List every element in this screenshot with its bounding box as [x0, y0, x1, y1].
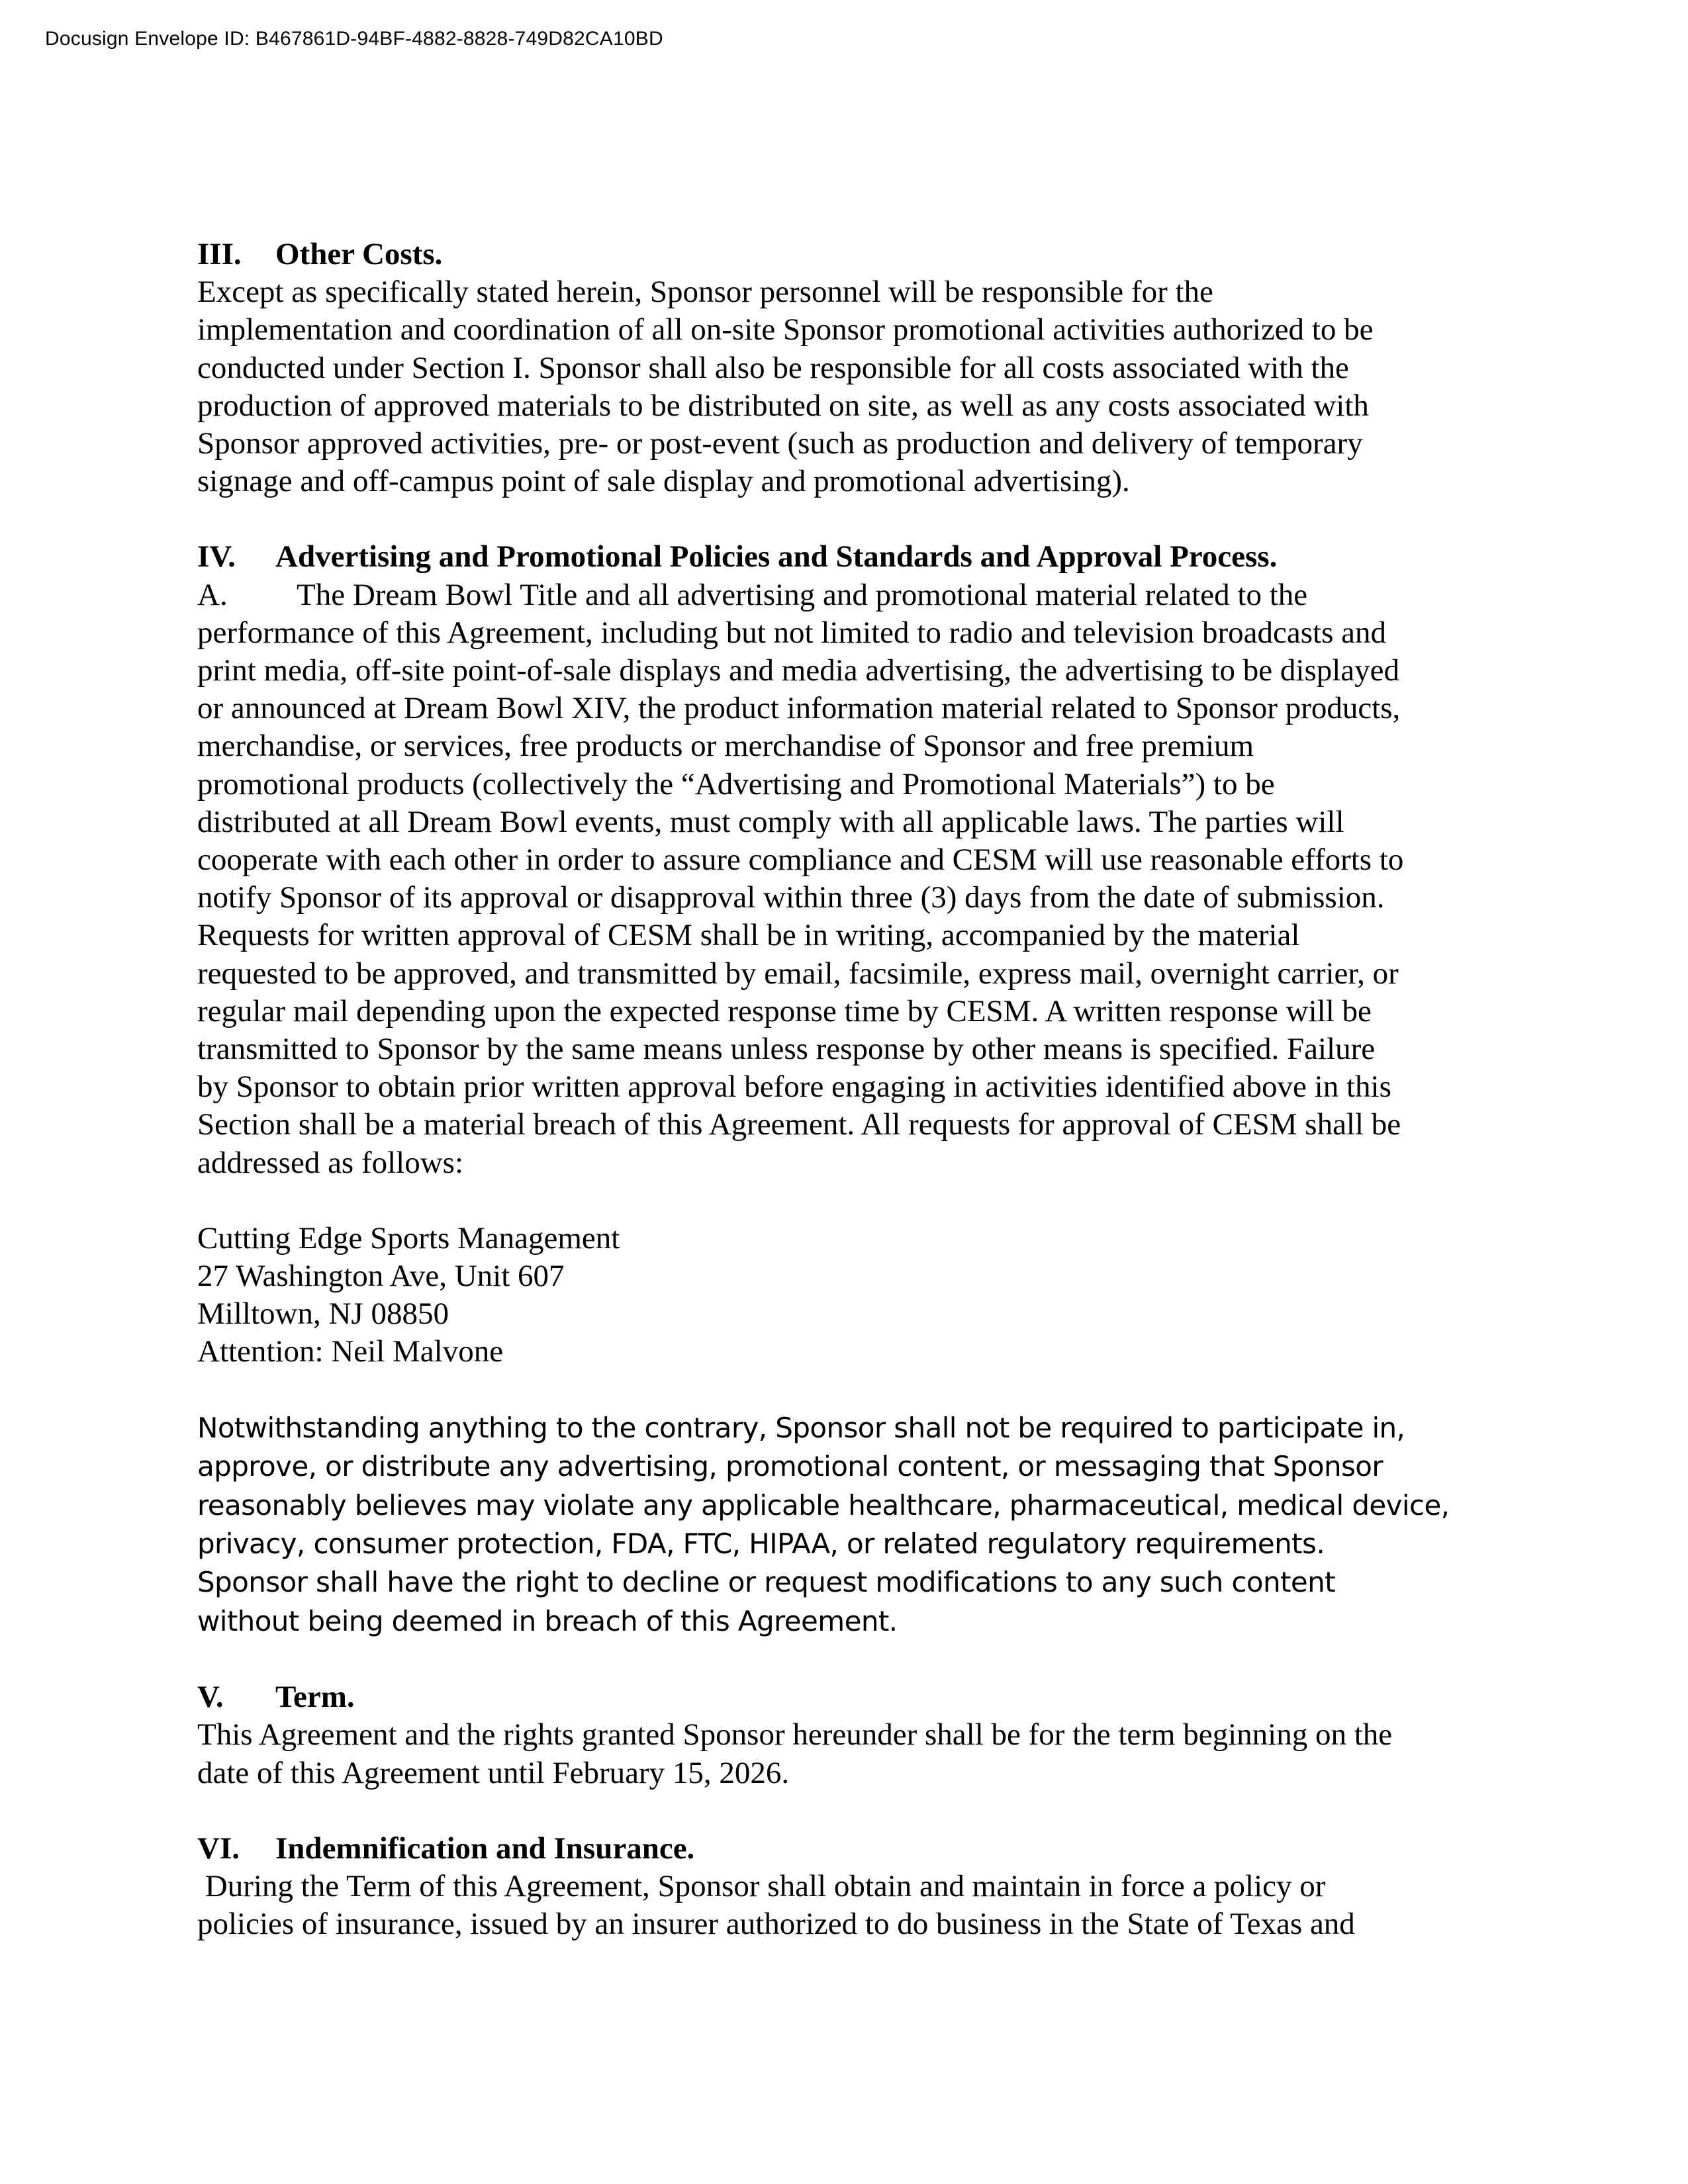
- paragraph-line: transmitted to Sponsor by the same means unless response by other means is specified. Failure: [197, 1032, 1376, 1067]
- paragraph-line: Requests for written approval of CESM shall be in writing, accompanied by the material: [197, 918, 1300, 953]
- section-paragraph-term: [197, 1716, 1521, 1792]
- paragraph-line: privacy, consumer protection, FDA, FTC, HIPAA, or related regulatory requirements.: [197, 1527, 1325, 1560]
- paragraph-line: Sponsor shall have the right to decline or request modifications to any such content: [197, 1566, 1335, 1599]
- paragraph-line: without being deemed in breach of this Agreement.: [197, 1604, 898, 1637]
- address-line: Attention: Neil Malvone: [197, 1334, 504, 1369]
- subsection-first-line: The Dream Bowl Title and all advertising and promotional material related to the: [297, 577, 1308, 612]
- section-heading-term: [197, 1678, 1521, 1716]
- section-paragraph-indemnification: [197, 1868, 1521, 1943]
- paragraph-line: Notwithstanding anything to the contrary, Sponsor shall not be required to participate in,: [197, 1411, 1405, 1444]
- address-line: Cutting Edge Sports Management: [197, 1220, 620, 1255]
- address-line: Milltown, NJ 08850: [197, 1297, 449, 1332]
- paragraph-line: Except as specifically stated herein, Sponsor personnel will be responsible for the: [197, 275, 1213, 310]
- paragraph-line: print media, off-site point-of-sale displays and media advertising, the advertising to be displayed: [197, 653, 1400, 688]
- paragraph-line: [197, 576, 1521, 614]
- section-heading-indemnification: [197, 1830, 1521, 1868]
- paragraph-line: policies of insurance, issued by an insurer authorized to do business in the State of Texas and: [197, 1907, 1355, 1942]
- paragraph-line: notify Sponsor of its approval or disapproval within three (3) days from the date of submission.: [197, 880, 1385, 915]
- paragraph-line: or announced at Dream Bowl XIV, the product information material related to Sponsor products,: [197, 691, 1401, 726]
- notwithstanding-paragraph: [197, 1409, 1521, 1641]
- paragraph-line: This Agreement and the rights granted Sponsor hereunder shall be for the term beginning on the: [197, 1717, 1393, 1752]
- section-paragraph-other-costs: [197, 273, 1521, 500]
- subsection-letter: A.: [197, 577, 228, 612]
- address-block: [197, 1220, 1521, 1371]
- paragraph-line: Sponsor approved activities, pre- or post-event (such as production and delivery of temporary: [197, 426, 1363, 461]
- paragraph-line: During the Term of this Agreement, Sponsor shall obtain and maintain in force a policy or: [197, 1868, 1326, 1903]
- section-number: VI.: [197, 1831, 240, 1866]
- section-heading-advertising: [197, 538, 1521, 576]
- paragraph-line: signage and off-campus point of sale display and promotional advertising).: [197, 464, 1130, 499]
- paragraph-line: merchandise, or services, free products or merchandise of Sponsor and free premium: [197, 729, 1254, 764]
- paragraph-line: conducted under Section I. Sponsor shall also be responsible for all costs associated with the: [197, 350, 1349, 385]
- paragraph-line: production of approved materials to be distributed on site, as well as any costs associated with: [197, 388, 1369, 423]
- envelope-id: Docusign Envelope ID: B467861D-94BF-4882-8828-749D82CA10BD: [45, 28, 663, 50]
- section-heading-other-costs: [197, 236, 1521, 273]
- paragraph-line: Section shall be a material breach of this Agreement. All requests for approval of CESM shall be: [197, 1107, 1401, 1142]
- paragraph-line: regular mail depending upon the expected response time by CESM. A written response will be: [197, 993, 1372, 1028]
- section-number: V.: [197, 1680, 224, 1715]
- address-line: 27 Washington Ave, Unit 607: [197, 1259, 565, 1294]
- paragraph-line: requested to be approved, and transmitted by email, facsimile, express mail, overnight carrier, or: [197, 956, 1399, 991]
- section-title: Advertising and Promotional Policies and Standards and Approval Process.: [275, 539, 1278, 574]
- paragraph-line: approve, or distribute any advertising, promotional content, or messaging that Sponsor: [197, 1450, 1383, 1483]
- section-title: Indemnification and Insurance.: [275, 1831, 695, 1866]
- section-title: Term.: [275, 1680, 355, 1715]
- section-number: IV.: [197, 539, 236, 574]
- section-paragraph-advertising: [197, 576, 1521, 1182]
- paragraph-line: reasonably believes may violate any applicable healthcare, pharmaceutical, medical device,: [197, 1488, 1450, 1522]
- paragraph-line: by Sponsor to obtain prior written approval before engaging in activities identified above in this: [197, 1069, 1391, 1105]
- section-number: III.: [197, 237, 242, 271]
- section-title: Other Costs.: [275, 237, 443, 271]
- paragraph-line: date of this Agreement until February 15, 2026.: [197, 1755, 790, 1790]
- paragraph-line: promotional products (collectively the “Advertising and Promotional Materials”) to be: [197, 766, 1275, 801]
- paragraph-line: cooperate with each other in order to assure compliance and CESM will use reasonable efforts to: [197, 842, 1404, 878]
- paragraph-line: implementation and coordination of all on-site Sponsor promotional activities authorized to be: [197, 312, 1374, 347]
- paragraph-line: addressed as follows:: [197, 1145, 464, 1180]
- paragraph-line: distributed at all Dream Bowl events, must comply with all applicable laws. The parties will: [197, 804, 1344, 839]
- paragraph-line: performance of this Agreement, including but not limited to radio and television broadcasts and: [197, 615, 1386, 650]
- document-body: [197, 236, 1521, 1943]
